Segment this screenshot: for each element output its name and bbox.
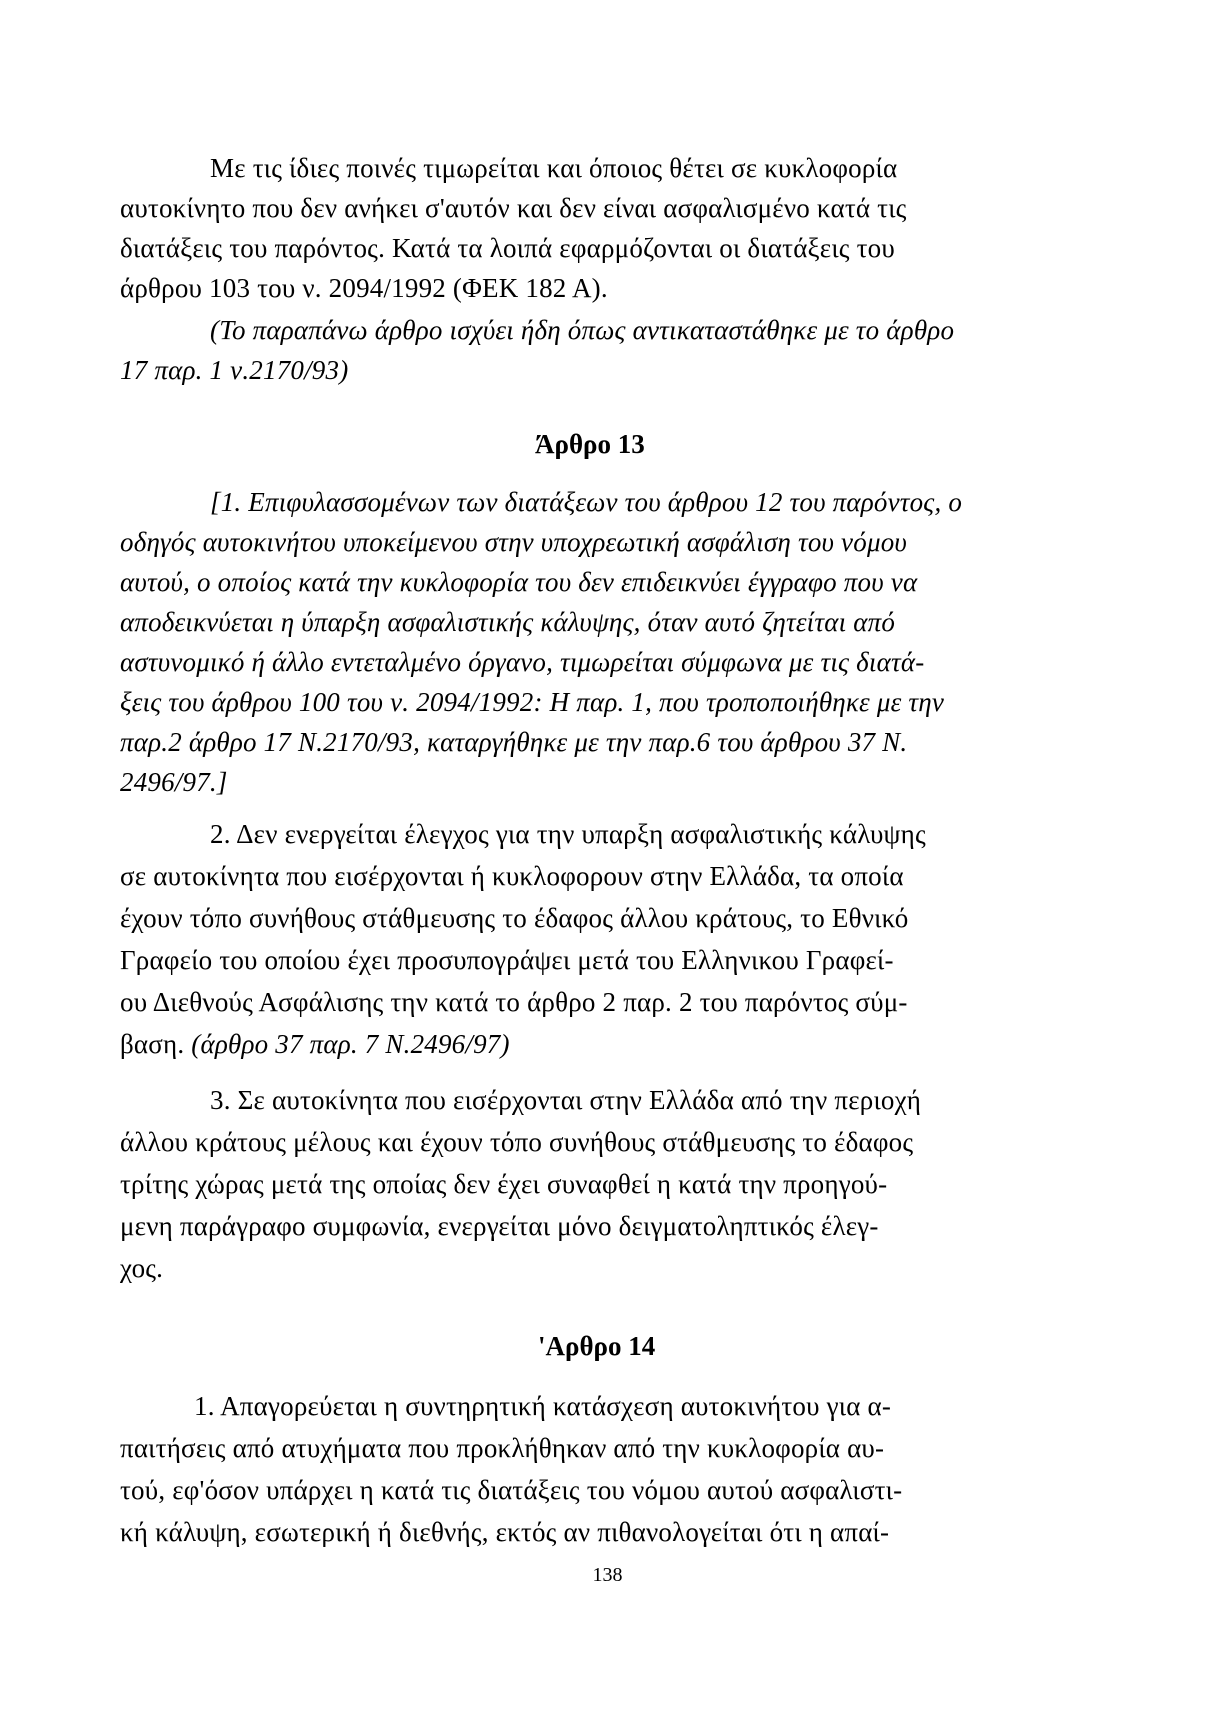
intro-line-3: διατάξεις του παρόντος. Κατά τα λοιπά εφαρμόζονται οι διατάξεις του: [120, 233, 895, 263]
a13-p2-line-2: σε αυτοκίνητα που εισέρχονται ή κυκλοφορουν στην Ελλάδα, τα οποία: [120, 861, 904, 891]
a13-p3-line-2: άλλου κράτους μέλους και έχουν τόπο συνήθους στάθμευσης το έδαφος: [120, 1127, 914, 1157]
a13-p2-line-3: έχουν τόπο συνήθους στάθμευσης το έδαφος άλλου κράτους, το Εθνικό: [120, 903, 909, 933]
a13-p2-line-5: ου Διεθνούς Ασφάλισης την κατά το άρθρο 2 παρ. 2 του παρόντος σύμ-: [120, 987, 908, 1017]
a13-p1-line-7: παρ.2 άρθρο 17 Ν.2170/93, καταργήθηκε με την παρ.6 του άρθρου 37 Ν.: [120, 727, 908, 757]
a13-p2-line-1: 2. Δεν ενεργείται έλεγχος για την υπαρξη ασφαλιστικής κάλυψης: [210, 819, 926, 849]
a13-p3-line-3: τρίτης χώρας μετά της οποίας δεν έχει συναφθεί η κατά την προηγού-: [120, 1169, 888, 1199]
a13-p2-line-4: Γραφείο του οποίου έχει προσυπογράψει μετά του Ελληνικου Γραφεί-: [120, 945, 894, 975]
a13-p1-line-4: αποδεικνύεται η ύπαρξη ασφαλιστικής κάλυψης, όταν αυτό ζητείται από: [120, 607, 896, 637]
a13-p1-line-6: ξεις του άρθρου 100 του ν. 2094/1992: Η παρ. 1, που τροποποιήθηκε με την: [120, 687, 945, 717]
a13-p2-last-text: βαση.: [120, 1029, 185, 1059]
intro-line-1: Με τις ίδιες ποινές τιμωρείται και όποιος θέτει σε κυκλοφορία: [210, 153, 898, 183]
a14-p1-line-2: παιτήσεις από ατυχήματα που προκλήθηκαν από την κυκλοφορία αυ-: [120, 1433, 885, 1463]
intro-line-2: αυτοκίνητο που δεν ανήκει σ'αυτόν και δεν είναι ασφαλισμένο κατά τις: [120, 193, 907, 223]
intro-note-line-1: (Το παραπάνω άρθρο ισχύει ήδη όπως αντικαταστάθηκε με το άρθρο: [210, 315, 955, 345]
a13-p2-line-6: [120, 1028, 1060, 1060]
a13-p2-citation: (άρθρο 37 παρ. 7 Ν.2496/97): [191, 1029, 510, 1059]
a14-p1-line-1: 1. Απαγορεύεται η συντηρητική κατάσχεση αυτοκινήτου για α-: [194, 1391, 892, 1421]
intro-line-4: άρθρου 103 του ν. 2094/1992 (ΦΕΚ 182 Α).: [120, 273, 608, 303]
article-13-heading: Άρθρο 13: [535, 429, 645, 459]
a13-p3-line-4: μενη παράγραφο συμφωνία, ενεργείται μόνο δειγματοληπτικός έλεγ-: [120, 1211, 879, 1241]
a13-p1-line-1: [1. Επιφυλασσομένων των διατάξεων του άρθρου 12 του παρόντος, ο: [210, 487, 963, 517]
a13-p1-line-8: 2496/97.]: [120, 767, 228, 797]
a13-p1-line-2: οδηγός αυτοκινήτου υποκείμενου στην υποχρεωτική ασφάλιση του νόμου: [120, 527, 907, 557]
a13-p3-line-5: χος.: [120, 1253, 164, 1283]
a14-p1-line-4: κή κάλυψη, εσωτερική ή διεθνής, εκτός αν πιθανολογείται ότι η απαί-: [120, 1517, 890, 1547]
a13-p1-line-3: αυτού, ο οποίος κατά την κυκλοφορία του δεν επιδεικνύει έγγραφο που να: [120, 567, 918, 597]
a13-p3-line-1: 3. Σε αυτοκίνητα που εισέρχονται στην Ελλάδα από την περιοχή: [210, 1085, 922, 1115]
a13-p1-line-5: αστυνομικό ή άλλο εντεταλμένο όργανο, τιμωρείται σύμφωνα με τις διατά-: [120, 647, 925, 677]
intro-note-line-2: 17 παρ. 1 ν.2170/93): [120, 355, 349, 385]
article-14-heading: 'Αρθρο 14: [538, 1331, 656, 1361]
a14-p1-line-3: τού, εφ'όσον υπάρχει η κατά τις διατάξεις του νόμου αυτού ασφαλιστι-: [120, 1475, 903, 1505]
page-number: 138: [592, 1564, 623, 1586]
